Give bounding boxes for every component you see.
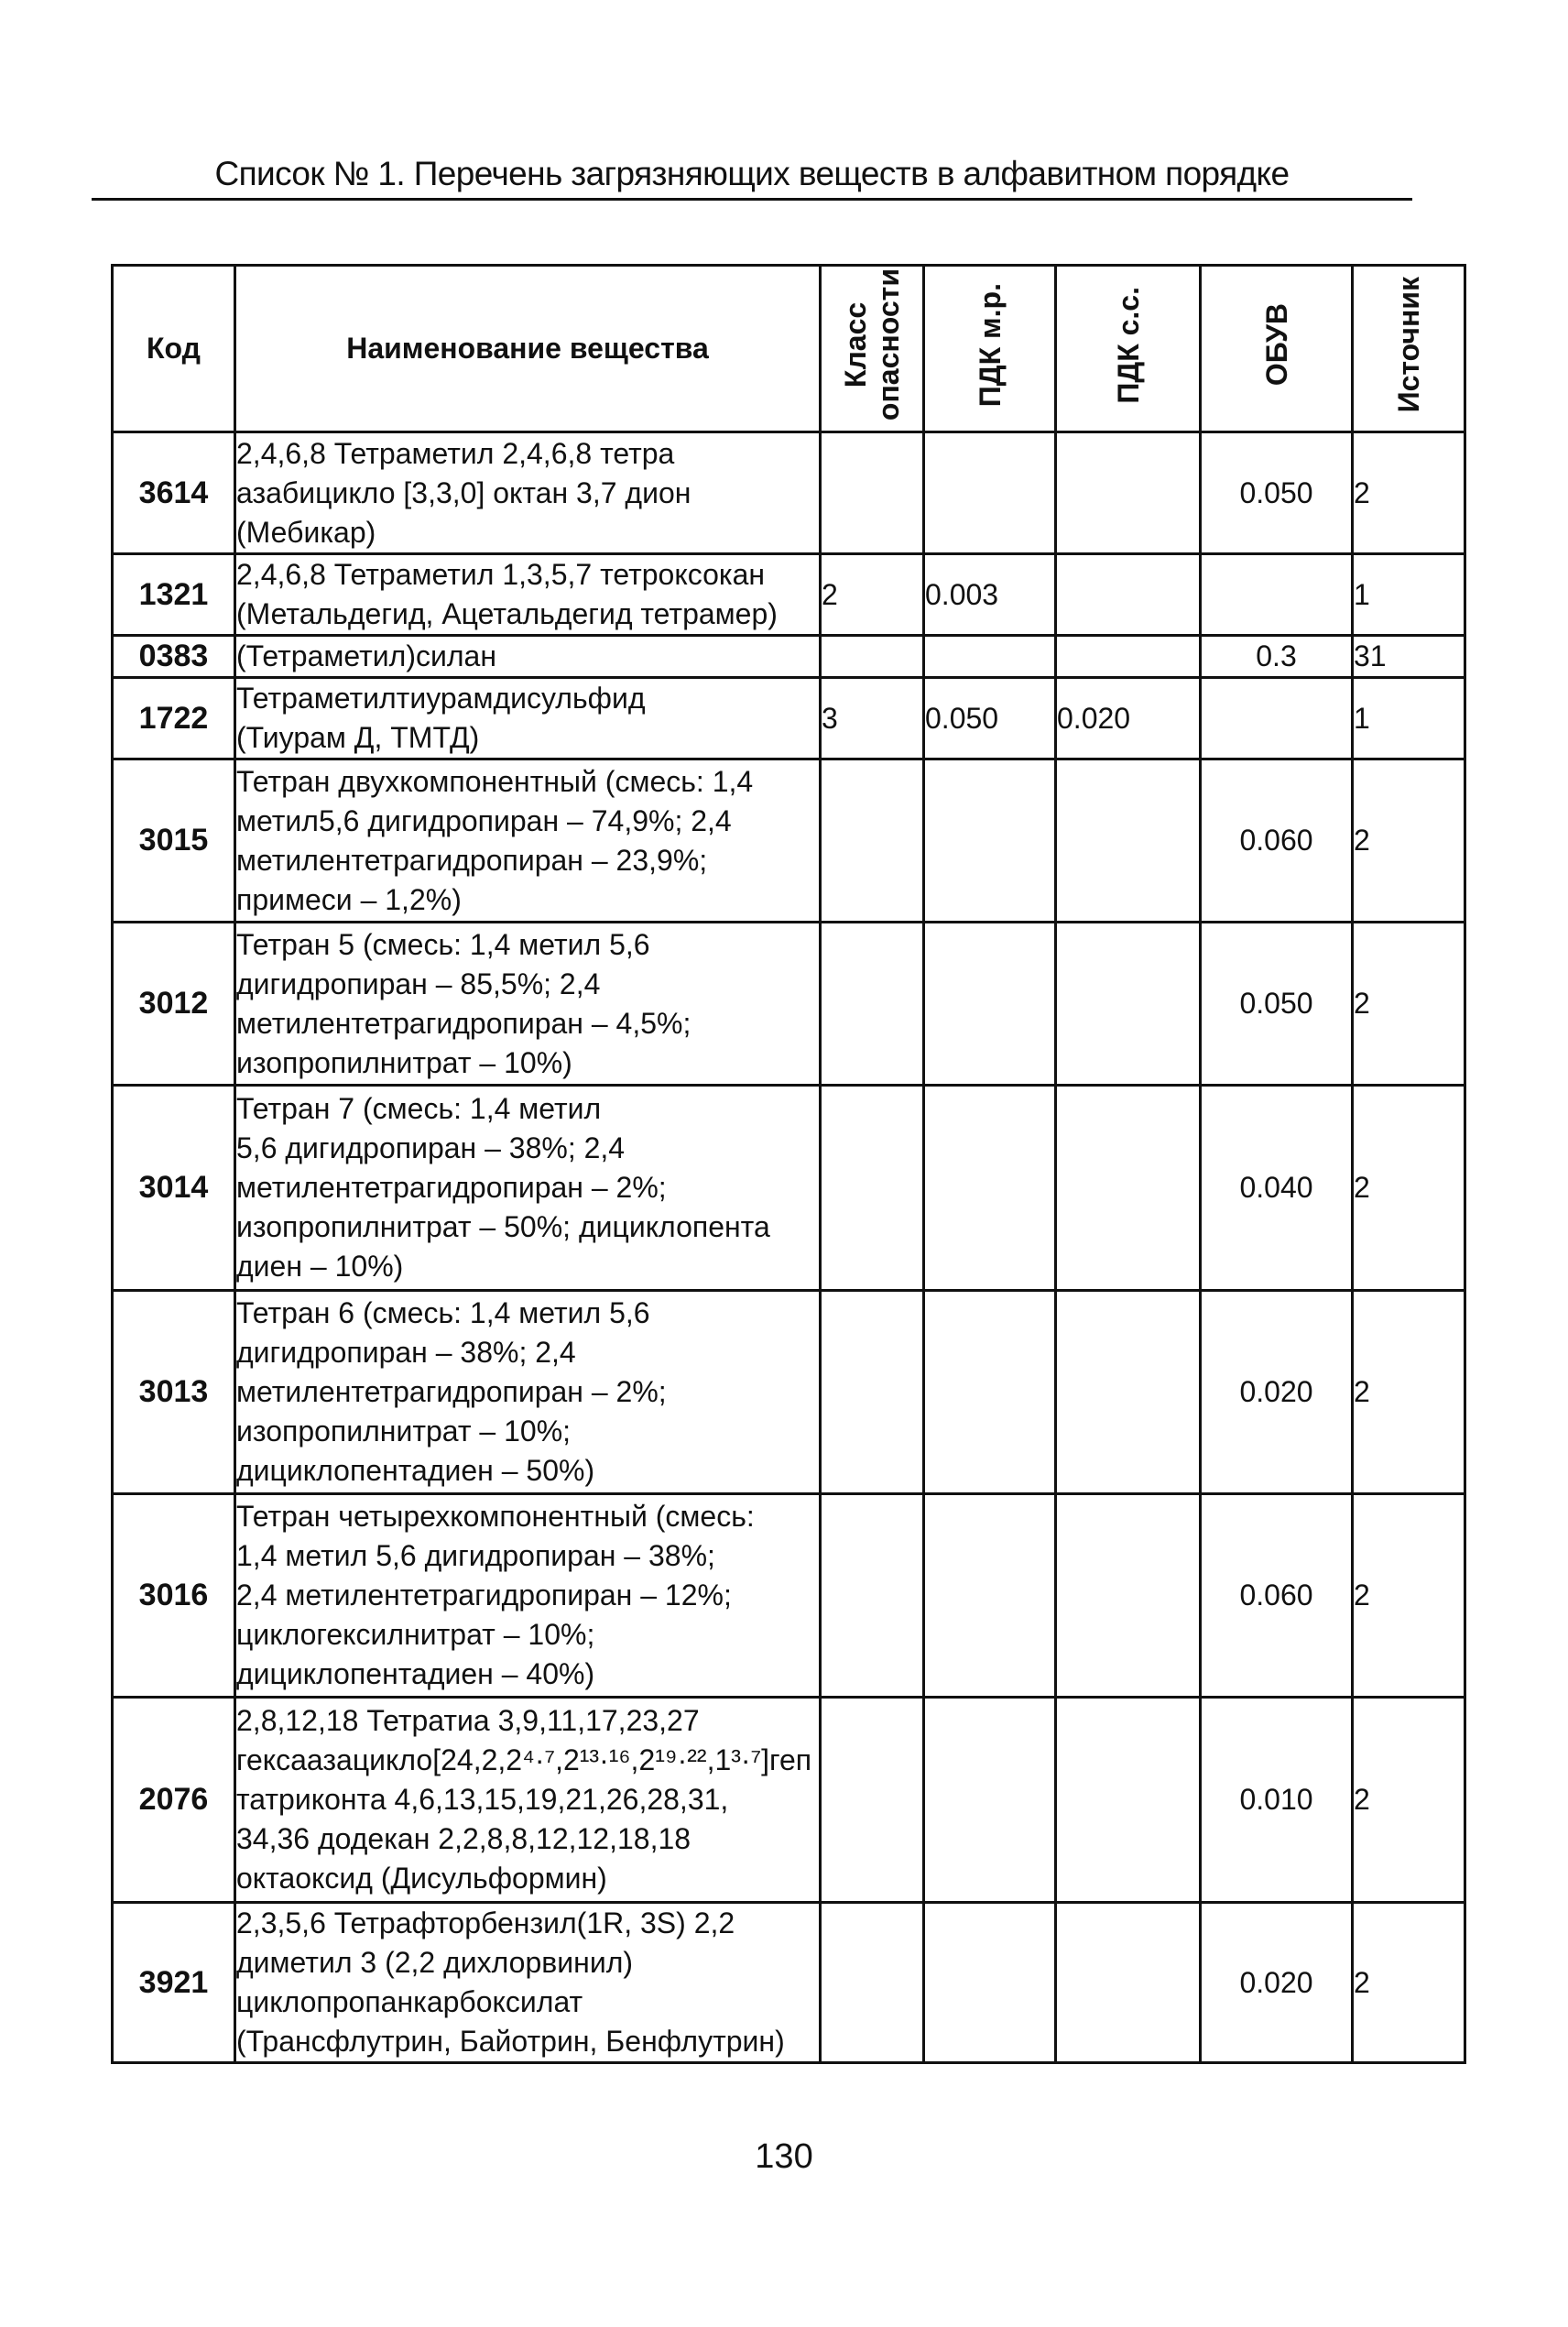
cell-hazard-class xyxy=(821,1698,924,1903)
cell-obuv: 0.050 xyxy=(1201,432,1353,554)
cell-source: 2 xyxy=(1353,1698,1465,1903)
cell-name-line: 2,4 метилентетрагидропиран – 12%; xyxy=(236,1579,732,1611)
cell-pdk-mr: 0.003 xyxy=(924,554,1056,636)
cell-pdk-mr xyxy=(924,1903,1056,2063)
cell-obuv xyxy=(1201,554,1353,636)
table-row xyxy=(113,678,1465,759)
cell-code: 0383 xyxy=(113,636,235,678)
cell-hazard-class xyxy=(821,923,924,1086)
cell-name-line: циклогексилнитрат – 10%; xyxy=(236,1618,595,1651)
cell-hazard-class xyxy=(821,759,924,923)
cell-name-line: Тетран 5 (смесь: 1,4 метил 5,6 xyxy=(236,927,650,961)
cell-obuv: 0.020 xyxy=(1201,1903,1353,2063)
cell-name xyxy=(235,1291,821,1494)
page-title: Список № 1. Перечень загрязняющих веществ в алфавитном порядке xyxy=(214,155,1290,192)
cell-name-line: 2,3,5,6 Тетрафторбензил(1R, 3S) 2,2 xyxy=(236,1906,735,1939)
cell-name-line: 1,4 метил 5,6 дигидропиран – 38%; xyxy=(236,1539,715,1572)
cell-hazard-class xyxy=(821,1903,924,2063)
header-code: Код xyxy=(113,266,235,432)
cell-obuv: 0.010 xyxy=(1201,1698,1353,1903)
cell-name-line: Тетран 6 (смесь: 1,4 метил 5,6 xyxy=(236,1296,650,1329)
cell-name-line: изопропилнитрат – 10%) xyxy=(236,1045,572,1079)
cell-name-line: 2,4,6,8 Тетраметил 1,3,5,7 тетроксокан xyxy=(236,558,766,591)
cell-name-line: (Метальдегид, Ацетальдегид тетрамер) xyxy=(236,597,778,630)
cell-hazard-class: 2 xyxy=(821,554,924,636)
cell-name-line: 34,36 додекан 2,2,8,8,12,12,18,18 xyxy=(236,1822,691,1855)
cell-name-line: Тетран двухкомпонентный (смесь: 1,4 xyxy=(236,764,754,798)
substances-table xyxy=(111,264,1466,2064)
cell-pdk-ss xyxy=(1056,636,1201,678)
header-hazard-class xyxy=(821,266,924,432)
table-row xyxy=(113,1291,1465,1494)
cell-code: 1321 xyxy=(113,554,235,636)
cell-pdk-mr: 0.050 xyxy=(924,678,1056,759)
table-row xyxy=(113,759,1465,923)
cell-source: 2 xyxy=(1353,432,1465,554)
cell-name-line: метилентетрагидропиран – 2%; xyxy=(236,1375,667,1408)
cell-code: 2076 xyxy=(113,1698,235,1903)
cell-code: 3013 xyxy=(113,1291,235,1494)
cell-obuv xyxy=(1201,678,1353,759)
cell-pdk-ss xyxy=(1056,759,1201,923)
cell-name-line: Тетраметилтиурамдисульфид xyxy=(236,682,646,715)
cell-name xyxy=(235,1494,821,1698)
cell-name xyxy=(235,432,821,554)
cell-code: 3014 xyxy=(113,1086,235,1291)
title-underline xyxy=(92,198,1412,201)
cell-obuv: 0.060 xyxy=(1201,759,1353,923)
cell-pdk-ss xyxy=(1056,1291,1201,1494)
cell-source: 2 xyxy=(1353,1291,1465,1494)
cell-name-line: метилентетрагидропиран – 2%; xyxy=(236,1171,667,1204)
cell-code: 3016 xyxy=(113,1494,235,1698)
cell-name-line: изопропилнитрат – 50%; дициклопента xyxy=(236,1210,770,1243)
cell-name-line: азабицикло [3,3,0] октан 3,7 дион xyxy=(236,475,691,509)
cell-name-line: Тетран 7 (смесь: 1,4 метил xyxy=(236,1092,602,1125)
table-row xyxy=(113,554,1465,636)
cell-name xyxy=(235,554,821,636)
cell-name xyxy=(235,1903,821,2063)
cell-source: 2 xyxy=(1353,1086,1465,1291)
cell-name xyxy=(235,636,821,678)
table-header-row xyxy=(113,266,1465,432)
header-pdk-mr xyxy=(924,266,1056,432)
cell-obuv: 0.060 xyxy=(1201,1494,1353,1698)
cell-name-line: изопропилнитрат – 10%; xyxy=(236,1415,572,1448)
cell-hazard-class: 3 xyxy=(821,678,924,759)
cell-name-line: гексаазацикло[24,2,2⁴·⁷,2¹³·¹⁶,2¹⁹·²²,1³·⁷]геп xyxy=(236,1743,812,1776)
cell-hazard-class xyxy=(821,1086,924,1291)
cell-pdk-mr xyxy=(924,432,1056,554)
header-pdk-ss-label: ПДК с.с. xyxy=(1111,286,1145,404)
cell-obuv: 0.020 xyxy=(1201,1291,1353,1494)
header-obuv xyxy=(1201,266,1353,432)
cell-code: 3015 xyxy=(113,759,235,923)
header-name: Наименование вещества xyxy=(235,266,821,432)
cell-code: 3614 xyxy=(113,432,235,554)
header-pdk-ss xyxy=(1056,266,1201,432)
cell-name-line: циклопропанкарбоксилат xyxy=(236,1985,583,2018)
cell-hazard-class xyxy=(821,1291,924,1494)
cell-name-line: метил5,6 дигидропиран – 74,9%; 2,4 xyxy=(236,803,732,837)
cell-name-line: дициклопентадиен – 50%) xyxy=(236,1454,595,1487)
table-row xyxy=(113,1494,1465,1698)
cell-hazard-class xyxy=(821,1494,924,1698)
cell-pdk-ss xyxy=(1056,1086,1201,1291)
table-row xyxy=(113,1698,1465,1903)
cell-name-line: диметил 3 (2,2 дихлорвинил) xyxy=(236,1946,634,1979)
cell-name-line: 2,4,6,8 Тетраметил 2,4,6,8 тетра xyxy=(236,436,675,470)
cell-code: 3921 xyxy=(113,1903,235,2063)
cell-source: 31 xyxy=(1353,636,1465,678)
cell-pdk-ss xyxy=(1056,554,1201,636)
cell-pdk-mr xyxy=(924,1291,1056,1494)
cell-source: 1 xyxy=(1353,554,1465,636)
cell-name-line: (Трансфлутрин, Байотрин, Бенфлутрин) xyxy=(236,2025,785,2058)
cell-name-line: Тетран четырехкомпонентный (смесь: xyxy=(236,1500,755,1533)
cell-pdk-ss xyxy=(1056,432,1201,554)
cell-pdk-ss xyxy=(1056,1494,1201,1698)
cell-obuv: 0.050 xyxy=(1201,923,1353,1086)
cell-name-line: дигидропиран – 38%; 2,4 xyxy=(236,1336,576,1369)
cell-pdk-mr xyxy=(924,636,1056,678)
cell-name-line: дициклопентадиен – 40%) xyxy=(236,1657,595,1690)
cell-name-line: татриконта 4,6,13,15,19,21,26,28,31, xyxy=(236,1783,729,1816)
header-source-label: Источник xyxy=(1392,277,1425,413)
cell-name-line: (Тиурам Д, ТМТД) xyxy=(236,721,480,754)
cell-name xyxy=(235,1086,821,1291)
cell-pdk-ss: 0.020 xyxy=(1056,678,1201,759)
cell-source: 2 xyxy=(1353,923,1465,1086)
cell-pdk-ss xyxy=(1056,1903,1201,2063)
cell-obuv: 0.040 xyxy=(1201,1086,1353,1291)
cell-source: 2 xyxy=(1353,1903,1465,2063)
cell-source: 2 xyxy=(1353,759,1465,923)
cell-name-line: метилентетрагидропиран – 4,5%; xyxy=(236,1006,691,1040)
header-obuv-label: ОБУВ xyxy=(1259,303,1293,387)
cell-name-line: октаоксид (Дисульформин) xyxy=(236,1862,607,1895)
cell-code: 3012 xyxy=(113,923,235,1086)
header-source xyxy=(1353,266,1465,432)
cell-name xyxy=(235,923,821,1086)
header-hazard-class-line2: опасности xyxy=(872,268,905,421)
cell-name-line: диен – 10%) xyxy=(236,1250,404,1283)
table-row xyxy=(113,1086,1465,1291)
table-row xyxy=(113,636,1465,678)
cell-name-line: 2,8,12,18 Тетратиа 3,9,11,17,23,27 xyxy=(236,1704,700,1737)
cell-name-line: 5,6 дигидропиран – 38%; 2,4 xyxy=(236,1131,626,1164)
cell-source: 1 xyxy=(1353,678,1465,759)
header-hazard-class-line1: Класс xyxy=(839,301,872,388)
cell-obuv: 0.3 xyxy=(1201,636,1353,678)
cell-name xyxy=(235,759,821,923)
cell-pdk-ss xyxy=(1056,923,1201,1086)
cell-pdk-mr xyxy=(924,1698,1056,1903)
cell-name-line: дигидропиран – 85,5%; 2,4 xyxy=(236,967,601,1000)
table-row xyxy=(113,432,1465,554)
cell-pdk-mr xyxy=(924,1494,1056,1698)
cell-pdk-mr xyxy=(924,1086,1056,1291)
page-number: 130 xyxy=(755,2137,813,2176)
cell-name xyxy=(235,1698,821,1903)
cell-pdk-ss xyxy=(1056,1698,1201,1903)
header-pdk-mr-label: ПДК м.р. xyxy=(973,282,1007,408)
cell-name-line: метилентетрагидропиран – 23,9%; xyxy=(236,843,708,877)
cell-name-line: примеси – 1,2%) xyxy=(236,882,462,916)
cell-name xyxy=(235,678,821,759)
cell-pdk-mr xyxy=(924,759,1056,923)
table-row xyxy=(113,923,1465,1086)
cell-hazard-class xyxy=(821,432,924,554)
cell-hazard-class xyxy=(821,636,924,678)
table-row xyxy=(113,1903,1465,2063)
cell-name-line: (Мебикар) xyxy=(236,515,376,549)
cell-source: 2 xyxy=(1353,1494,1465,1698)
cell-code: 1722 xyxy=(113,678,235,759)
cell-pdk-mr xyxy=(924,923,1056,1086)
cell-name-line: (Тетраметил)силан xyxy=(236,639,496,672)
